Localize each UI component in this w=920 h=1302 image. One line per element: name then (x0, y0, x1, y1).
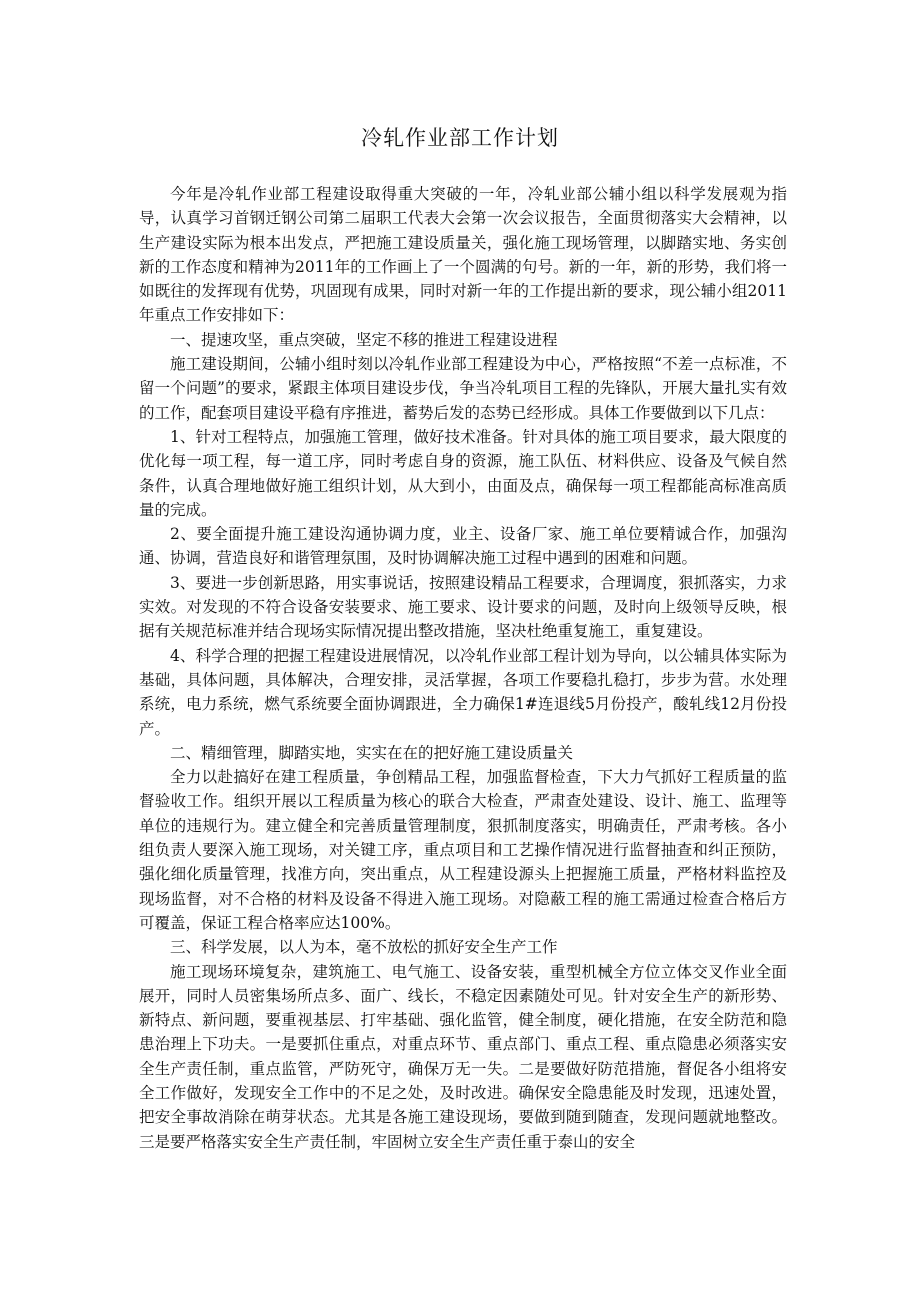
paragraph-item-3: 3、要进一步创新思路，用实事说话，按照建设精品工程要求，合理调度，狠抓落实，力求实效。对发现的不符合设备安装要求、施工要求、设计要求的问题，及时向上级领导反映，根据有关规范标准并结合现场实际情况提出整改措施，坚决杜绝重复施工，重复建设。 (139, 573, 787, 641)
document-body (139, 182, 787, 1154)
paragraph-item-2: 2、要全面提升施工建设沟通协调力度，业主、设备厂家、施工单位要精诚合作，加强沟通、协调，营造良好和谐管理氛围，及时协调解决施工过程中遇到的困难和问题。 (139, 525, 787, 568)
paragraph-item-1: 1、针对工程特点，加强施工管理，做好技术准备。针对具体的施工项目要求，最大限度的优化每一项工程，每一道工序，同时考虑自身的资源，施工队伍、材料供应、设备及气候自然条件，认真合理地做好施工组织计划，从大到小，由面及点，确保每一项工程都能高标准高质量的完成。 (139, 427, 787, 519)
heading-section-2: 二、精细管理，脚踏实地，实实在在的把好施工建设质量关 (170, 743, 574, 762)
paragraph-intro: 今年是冷轧作业部工程建设取得重大突破的一年，冷轧业部公辅小组以科学发展观为指导，认真学习首钢迁钢公司第二届职工代表大会第一次会议报告，全面贯彻落实大会精神，以生产建设实际为根本出发点，严把施工建设质量关，强化施工现场管理，以脚踏实地、务实创新的工作态度和精神为2011年的工作画上了一个圆满的句号。新的一年，新的形势，我们将一如既往的发挥现有优势，巩固现有成果，同时对新一年的工作提出新的要求，现公辅小组2011年重点工作安排如下： (139, 185, 787, 325)
paragraph-section-3: 施工现场环境复杂，建筑施工、电气施工、设备安装，重型机械全方位立体交叉作业全面展开，同时人员密集场所点多、面广、线长，不稳定因素随处可见。针对安全生产的新形势、新特点、新问题，要重视基层、打牢基础、强化监管，健全制度，硬化措施，在安全防范和隐患治理上下功夫。一是要抓住重点，对重点环节、重点部门、重点工程、重点隐患必须落实安全生产责任制，重点监管，严防死守，确保万无一失。二是要做好防范措施，督促各小组将安全工作做好，发现安全工作中的不足之处，及时改进。确保安全隐患能及时发现，迅速处置，把安全事故消除在萌芽状态。尤其是各施工建设现场，要做到随到随查，发现问题就地整改。三是要严格落实安全生产责任制，牢固树立安全生产责任重于泰山的安全 (139, 962, 787, 1151)
paragraph-item-4: 4、科学合理的把握工程建设进展情况，以冷轧作业部工程计划为导向，以公辅具体实际为基础，具体问题，具体解决，合理安排，灵活掌握，各项工作要稳扎稳打，步步为营。水处理系统，电力系统，燃气系统要全面协调跟进，全力确保1#连退线5月份投产，酸轧线12月份投产。 (139, 646, 787, 738)
paragraph-section-2: 全力以赴搞好在建工程质量，争创精品工程，加强监督检查，下大力气抓好工程质量的监督验收工作。组织开展以工程质量为核心的联合大检查，严肃查处建设、设计、施工、监理等单位的违规行为。建立健全和完善质量管理制度，狠抓制度落实，明确责任，严肃考核。各小组负责人要深入施工现场，对关键工序，重点项目和工艺操作情况进行监督抽查和纠正预防，强化细化质量管理，找准方向，突出重点，从工程建设源头上把握施工质量，严格材料监控及现场监督，对不合格的材料及设备不得进入施工现场。对隐蔽工程的施工需通过检查合格后方可覆盖，保证工程合格率应达100%。 (139, 768, 787, 932)
paragraph-section-1: 施工建设期间，公辅小组时刻以冷轧作业部工程建设为中心，严格按照“不差一点标准，不留一个问题”的要求，紧跟主体项目建设步伐，争当冷轧项目工程的先锋队，开展大量扎实有效的工作，配套项目建设平稳有序推进，蓄势后发的态势已经形成。具体工作要做到以下几点： (139, 355, 787, 422)
heading-section-1: 一、提速攻坚，重点突破，坚定不移的推进工程建设进程 (170, 330, 558, 349)
document-title: 冷轧作业部工作计划 (361, 126, 559, 150)
heading-section-3: 三、科学发展，以人为本，毫不放松的抓好安全生产工作 (170, 938, 558, 957)
